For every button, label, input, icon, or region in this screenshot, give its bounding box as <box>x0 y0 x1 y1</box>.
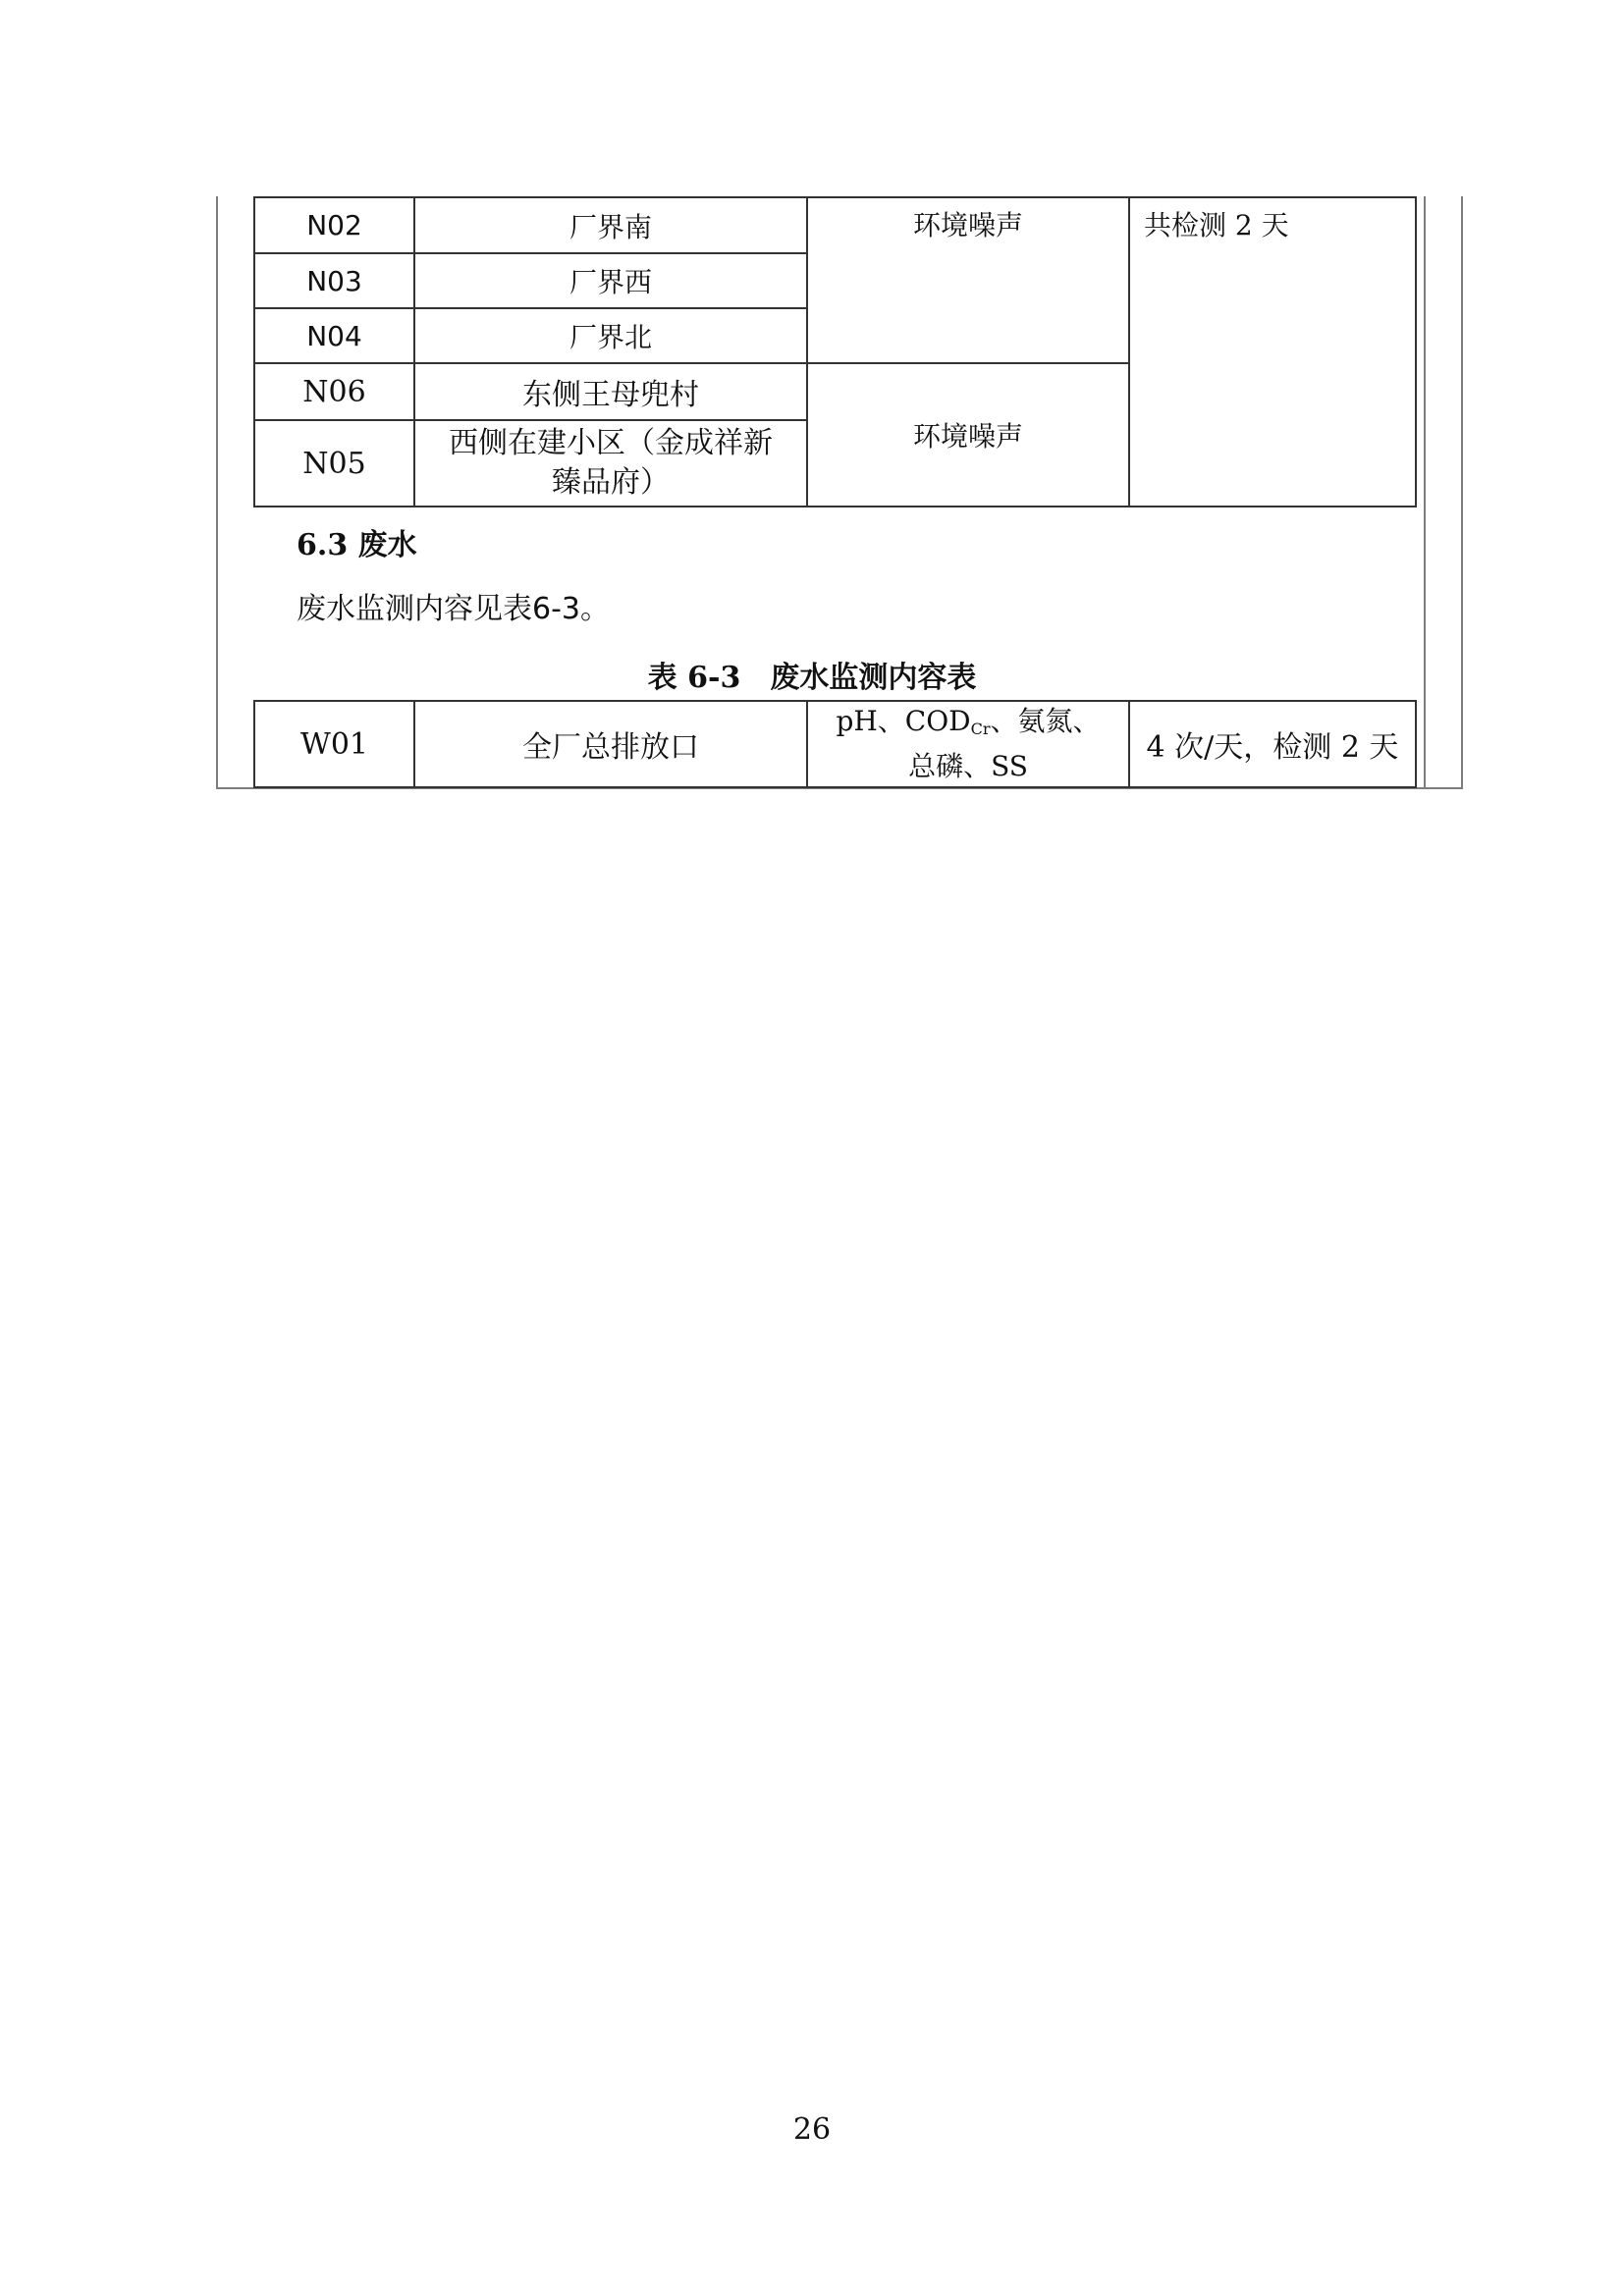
table-cell-location: 厂界北 <box>414 308 807 363</box>
location-line: 臻品府） <box>552 465 670 500</box>
table-cell-code: N03 <box>254 253 414 308</box>
parameters-line <box>808 703 1128 748</box>
location-line: 西侧在建小区（金成祥新 <box>449 426 773 460</box>
table-cell-frequency: 4 次/天，检测 2 天 <box>1129 701 1416 787</box>
table-caption <box>0 653 1624 696</box>
table-cell-frequency: 共检测 2 天 <box>1129 197 1416 507</box>
table-cell-code: N02 <box>254 197 414 253</box>
page-frame-inner-line <box>1424 196 1426 789</box>
caption-title: 废水监测内容表 <box>770 661 977 695</box>
parameters-text: pH、COD <box>836 705 971 737</box>
table-cell-code: N06 <box>254 363 414 420</box>
subscript-text: Cr <box>970 720 991 738</box>
section-heading: 6.3 废水 <box>297 528 417 562</box>
table-cell-item: 环境噪声 <box>807 197 1129 363</box>
table-cell-location: 厂界西 <box>414 253 807 308</box>
noise-monitoring-table <box>253 196 1417 507</box>
parameters-text: 、氨氮、 <box>990 705 1101 737</box>
table-cell-location <box>414 420 807 507</box>
table-cell-parameters <box>807 701 1129 787</box>
table-cell-code: N04 <box>254 308 414 363</box>
table-cell-item: 环境噪声 <box>807 363 1129 507</box>
table-cell-location: 厂界南 <box>414 197 807 253</box>
table-cell-location: 全厂总排放口 <box>414 701 807 787</box>
wastewater-monitoring-table <box>253 700 1417 788</box>
page-number: 26 <box>792 2112 832 2147</box>
table-cell-code: N05 <box>254 420 414 507</box>
caption-number: 表 6-3 <box>647 661 741 695</box>
table-cell-code: W01 <box>254 701 414 787</box>
parameters-line: 总磷、SS <box>908 750 1028 782</box>
section-paragraph: 废水监测内容见表6-3。 <box>297 592 610 626</box>
table-cell-location: 东侧王母兜村 <box>414 363 807 420</box>
